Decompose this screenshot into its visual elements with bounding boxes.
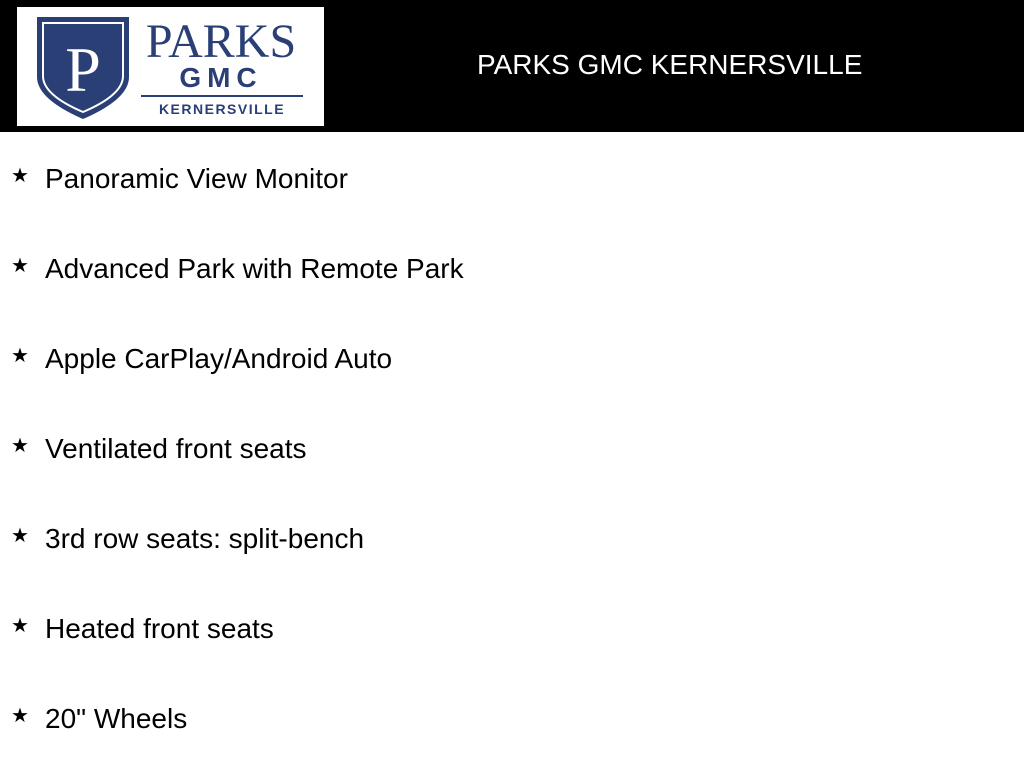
feature-item [0, 162, 1024, 202]
star-icon: ★ [11, 433, 29, 457]
feature-item [0, 342, 1024, 382]
dealer-name-title: PARKS GMC KERNERSVILLE [477, 49, 863, 80]
star-icon: ★ [11, 163, 29, 187]
star-icon: ★ [11, 523, 29, 547]
feature-label: 20" Wheels [45, 703, 188, 734]
dealer-logo [17, 7, 324, 126]
parks-gmc-logo-graphic [17, 7, 324, 126]
logo-wordmark-gmc: GMC [179, 62, 263, 93]
feature-label: 3rd row seats: split-bench [45, 523, 365, 554]
feature-item [0, 522, 1024, 562]
header-bar [0, 0, 1024, 132]
star-icon: ★ [11, 253, 29, 277]
feature-label: Heated front seats [45, 613, 274, 644]
feature-item [0, 702, 1024, 742]
feature-item [0, 612, 1024, 652]
shield-letter: P [65, 34, 101, 105]
logo-wordmark-parks: PARKS [145, 15, 297, 68]
star-icon: ★ [11, 613, 29, 637]
feature-item [0, 432, 1024, 472]
logo-divider [141, 95, 303, 97]
feature-label: Panoramic View Monitor [45, 163, 348, 194]
feature-label: Advanced Park with Remote Park [45, 253, 464, 284]
star-icon: ★ [11, 343, 29, 367]
logo-wordmark-kernersville: KERNERSVILLE [158, 101, 286, 117]
feature-label: Apple CarPlay/Android Auto [45, 343, 393, 374]
feature-label: Ventilated front seats [45, 433, 307, 464]
star-icon: ★ [11, 703, 29, 727]
feature-item [0, 252, 1024, 292]
